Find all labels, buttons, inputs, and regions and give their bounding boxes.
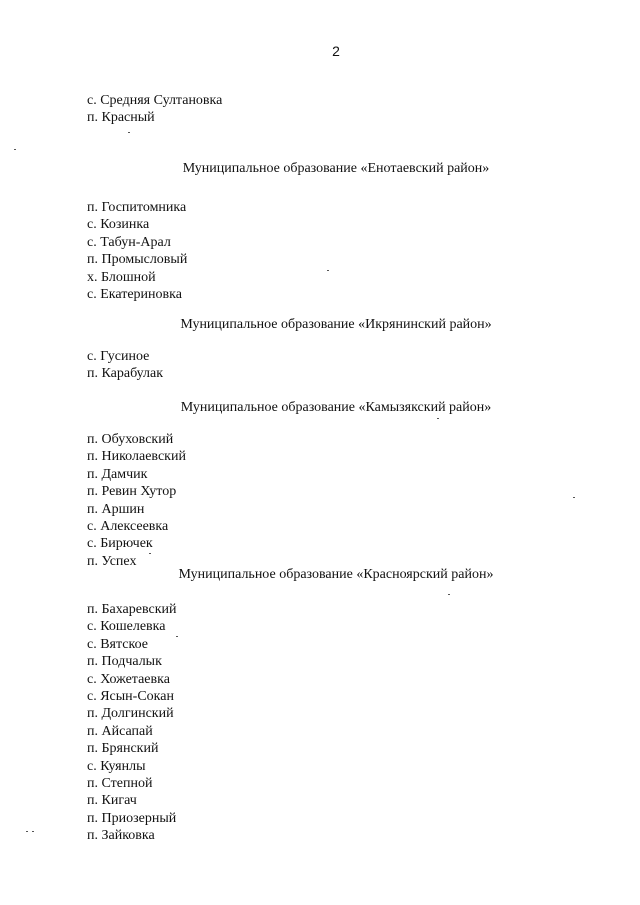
- section-heading-enotaevsky: Муниципальное образование «Енотаевский район»: [182, 161, 490, 176]
- list-item: п. Аршин: [87, 501, 145, 517]
- list-item: п. Обуховский: [87, 432, 174, 447]
- list-item: с. Козинка: [87, 217, 150, 233]
- list-item: п. Зайковка: [87, 828, 155, 844]
- list-item: с. Кошелевка: [87, 619, 166, 635]
- section-list-enotaevsky: [87, 199, 187, 303]
- list-item: п. Долгинский: [87, 706, 174, 722]
- list-item: с. Хожетаевка: [87, 671, 170, 687]
- scan-speck: [14, 149, 16, 150]
- list-item: п. Приозерный: [87, 810, 177, 826]
- list-item: п. Кигач: [87, 793, 137, 809]
- list-item: п. Степной: [87, 775, 153, 791]
- list-item: п. Николаевский: [87, 449, 186, 465]
- list-item: с. Вятское: [87, 636, 148, 652]
- scan-speck: [448, 594, 450, 595]
- page-number: 2: [332, 43, 340, 59]
- scan-speck: [327, 270, 329, 271]
- list-item: с. Ясын-Сокан: [87, 688, 174, 704]
- section-list-kamyzyaksky: [87, 431, 186, 570]
- list-item: с. Куянлы: [87, 758, 146, 774]
- list-item: п. Брянский: [87, 741, 159, 757]
- scan-speck: [176, 636, 178, 637]
- list-item: п. Красный: [87, 110, 155, 126]
- list-item: п. Ревин Хутор: [87, 484, 177, 500]
- list-item: п. Подчалык: [87, 654, 162, 670]
- list-item: с. Табун-Арал: [87, 234, 171, 250]
- section-heading-ikryaninsky: Муниципальное образование «Икрянинский район»: [180, 317, 492, 332]
- list-item: п. Карабулак: [87, 366, 164, 382]
- section-list-krasnoyarsky: [87, 601, 177, 844]
- list-item: п. Госпитомника: [87, 200, 187, 215]
- list-item: с. Гусиное: [87, 349, 150, 364]
- scan-speck: [32, 831, 34, 832]
- list-item: с. Алексеевка: [87, 518, 169, 534]
- list-item: п. Бахаревский: [87, 602, 177, 617]
- scan-speck: [26, 831, 28, 832]
- list-item: с. Бирючек: [87, 536, 153, 552]
- section-heading-kamyzyaksky: Муниципальное образование «Камызякский район»: [180, 400, 492, 415]
- section-list-ikryaninsky: [87, 348, 163, 383]
- initial-list: [87, 92, 222, 127]
- list-item: с. Екатериновка: [87, 286, 182, 302]
- list-item: п. Айсапай: [87, 723, 153, 739]
- scan-speck: [149, 553, 151, 554]
- list-item: с. Средняя Султановка: [87, 93, 223, 108]
- list-item: п. Дамчик: [87, 466, 148, 482]
- list-item: п. Успех: [87, 553, 137, 569]
- scan-speck: [573, 497, 575, 498]
- scan-speck: [128, 132, 130, 133]
- list-item: х. Блошной: [87, 269, 156, 285]
- scan-speck: [437, 418, 439, 419]
- list-item: п. Промысловый: [87, 252, 188, 268]
- section-heading-krasnoyarsky: Муниципальное образование «Красноярский район»: [178, 567, 494, 582]
